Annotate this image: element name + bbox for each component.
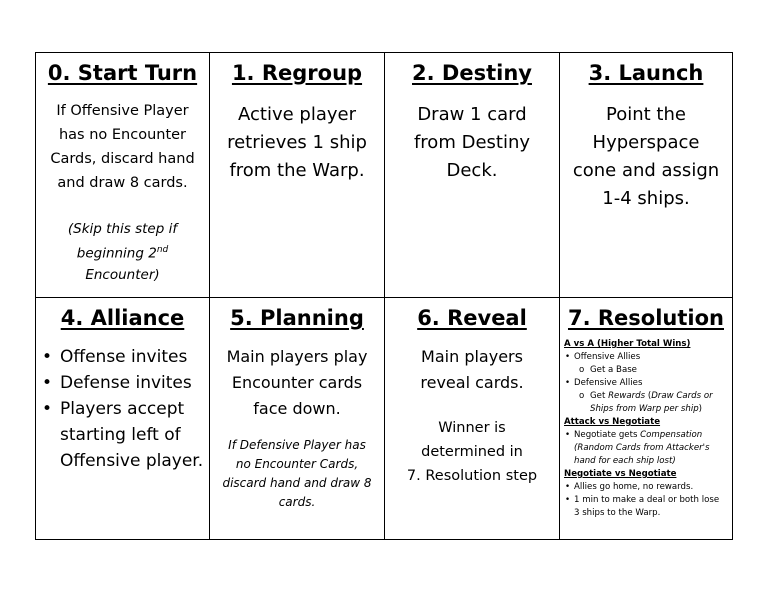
text-fragment: Ships from Warp per ship	[590, 404, 699, 414]
section-heading: Attack vs Negotiate	[564, 417, 661, 427]
phase-title: 5. Planning	[230, 306, 364, 330]
text-fragment: Compensation	[640, 430, 703, 440]
phase-description	[385, 101, 559, 185]
list-item: (Random Cards from Attacker's	[574, 443, 710, 453]
list-item: • Allies go home, no rewards.	[564, 481, 728, 494]
resolution-rules	[560, 338, 732, 520]
phase-description	[210, 101, 384, 185]
text-line: Point the	[606, 104, 686, 125]
text-line: Draw 1 card	[417, 104, 527, 125]
text-fragment: )	[698, 404, 703, 414]
list-item: • 1 min to make a deal or both lose	[564, 494, 728, 507]
phase-description	[210, 344, 384, 422]
phase-description	[385, 344, 559, 396]
superscript: nd	[156, 245, 169, 255]
text-line: from Destiny	[413, 132, 531, 153]
list-item: • Offensive Allies	[564, 351, 728, 364]
phase-description	[560, 101, 732, 213]
section-heading: Negotiate vs Negotiate	[564, 469, 677, 479]
phase-regroup	[210, 53, 384, 297]
phase-destiny	[385, 53, 559, 297]
text-line: Encounter)	[85, 266, 160, 283]
text-fragment: (	[645, 391, 652, 401]
text-line: cone and assign	[572, 160, 720, 181]
text-fragment: Get	[590, 391, 609, 401]
list-item	[564, 390, 728, 403]
text-line: If Offensive Player	[56, 103, 189, 119]
section-heading: A vs A (Higher Total Wins)	[564, 339, 691, 349]
text-line	[36, 240, 209, 265]
text-line: Hyperspace	[592, 132, 700, 153]
text-line: determined in	[421, 444, 523, 460]
phase-note	[210, 436, 384, 512]
phase-title: 2. Destiny	[412, 61, 532, 85]
text-fragment: beginning 2	[76, 245, 157, 262]
list-item: • Offense invites	[42, 344, 209, 370]
text-line: 7. Resolution step	[406, 468, 538, 484]
list-item: o Get a Base	[564, 364, 728, 377]
text-line: has no Encounter	[58, 127, 187, 143]
phase-result	[385, 416, 559, 488]
phase-launch	[560, 53, 732, 297]
phase-title: 3. Launch	[588, 61, 704, 85]
text-line: Main players play	[226, 347, 368, 366]
text-line: Main players	[421, 347, 523, 366]
text-fragment: Draw Cards or	[651, 391, 713, 401]
text-fragment: Rewards	[608, 391, 646, 401]
phase-alliance	[36, 298, 209, 540]
phase-bullet-list	[42, 344, 209, 474]
list-item	[564, 403, 728, 416]
text-line: (Skip this step if	[67, 221, 178, 237]
turn-phases-table	[35, 52, 733, 540]
text-line: from the Warp.	[229, 160, 365, 181]
phase-description	[36, 99, 209, 195]
phase-title: 6. Reveal	[417, 306, 527, 330]
text-line: Active player	[238, 104, 356, 125]
text-line: Deck.	[446, 160, 498, 181]
text-line: 1-4 ships.	[602, 188, 690, 209]
phase-title: 0. Start Turn	[47, 61, 198, 85]
text-line: retrieves 1 ship	[227, 132, 367, 153]
phase-title: 1. Regroup	[231, 61, 363, 85]
text-line: face down.	[253, 399, 341, 418]
list-item: • Defense invites	[42, 370, 209, 396]
text-line: discard hand and draw 8	[222, 476, 372, 490]
list-item	[564, 429, 728, 442]
text-line: Winner is	[438, 420, 506, 436]
phase-start-turn	[36, 53, 209, 297]
phase-resolution	[560, 298, 732, 540]
text-line: no Encounter Cards,	[235, 457, 359, 471]
phase-note	[36, 219, 209, 286]
list-item: • Players accept starting left of Offensive player.	[42, 396, 209, 474]
phase-title: 4. Alliance	[60, 306, 185, 330]
text-line: cards.	[278, 495, 316, 509]
text-line: If Defensive Player has	[228, 438, 366, 452]
text-line: Encounter cards	[231, 373, 363, 392]
phase-planning	[210, 298, 384, 540]
list-item: • Defensive Allies	[564, 377, 728, 390]
text-line: reveal cards.	[420, 373, 524, 392]
phase-reveal	[385, 298, 559, 540]
text-fragment: Negotiate gets	[574, 430, 641, 440]
phase-title: 7. Resolution	[567, 306, 724, 330]
text-line: and draw 8 cards.	[57, 175, 188, 191]
list-item: hand for each ship lost)	[574, 456, 676, 466]
list-item: 3 ships to the Warp.	[574, 508, 661, 518]
text-line: Cards, discard hand	[50, 151, 195, 167]
